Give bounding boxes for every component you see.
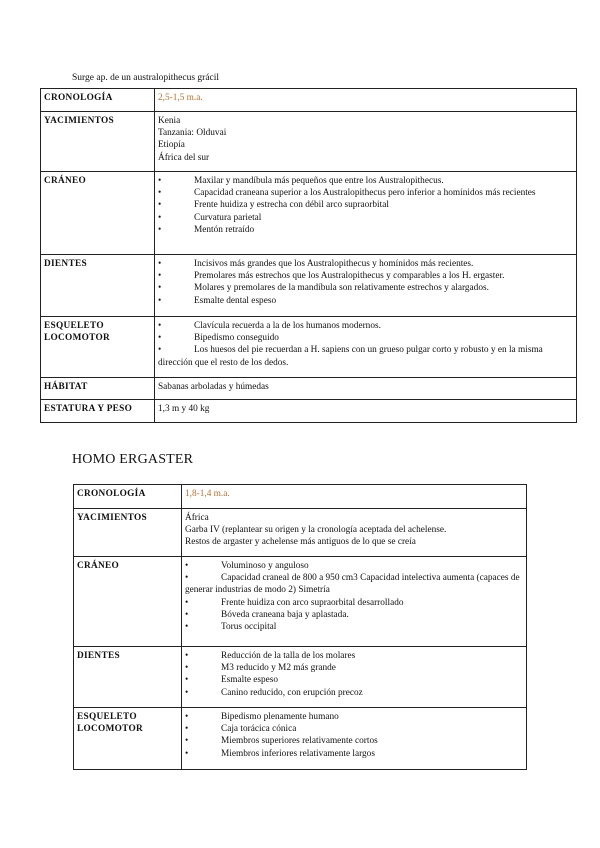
bullet-item xyxy=(158,295,573,307)
table-row-dientes xyxy=(74,647,527,708)
bullet-text: Frente huidiza y estrecha con débil arco supraorbital xyxy=(194,200,389,211)
row-label: HÁBITAT xyxy=(41,378,155,400)
row-label: ESTATURA Y PESO xyxy=(41,400,155,423)
row-value xyxy=(155,378,577,400)
table-row-cronologia xyxy=(74,485,527,509)
bullet-item xyxy=(185,711,523,723)
bullet-text: Mentón retraído xyxy=(194,224,255,235)
intro-text: Surge ap. de un australopithecus grácil xyxy=(72,73,220,83)
row-value xyxy=(155,89,577,112)
bullet-dot-icon: • xyxy=(185,663,189,674)
bullet-dot-icon: • xyxy=(158,283,162,294)
bullet-item xyxy=(185,650,523,662)
table-homo-ergaster xyxy=(73,484,527,770)
row-value xyxy=(182,647,527,708)
bullet-dot-icon: • xyxy=(185,622,189,633)
bullet-dot-icon: • xyxy=(185,687,189,698)
bullet-dot-icon: • xyxy=(158,224,162,235)
bullet-dot-icon: • xyxy=(185,736,189,747)
bullet-dot-icon: • xyxy=(158,333,162,344)
bullet-item xyxy=(158,332,573,344)
bullet-text: Incisivos más grandes que los Australopithecus y homínidos más recientes. xyxy=(194,259,474,269)
bullet-dot-icon: • xyxy=(185,651,189,661)
value-line: Restos de argaster y achelense más antiguos de lo que se creía xyxy=(185,537,416,548)
bullet-text: Reducción de la talla de los molares xyxy=(221,651,356,661)
row-value xyxy=(155,255,577,317)
bullet-dot-icon: • xyxy=(185,675,189,686)
bullet-dot-icon: • xyxy=(185,724,189,735)
row-value xyxy=(182,557,527,647)
bullet-dot-icon: • xyxy=(158,188,162,199)
bullet-text: Bipedismo plenamente humano xyxy=(221,712,339,722)
row-label: ESQUELETO LOCOMOTOR xyxy=(41,317,155,378)
row-value xyxy=(155,112,577,172)
bullet-item xyxy=(185,687,523,699)
bullet-text: Capacidad craneal de 800 a 950 cm3 Capacidad intelectiva aumenta (capaces de generar industrias de modo 2) Simetría xyxy=(185,573,520,596)
table-row-cronologia xyxy=(41,89,577,112)
bullet-text: Clavícula recuerda a la de los humanos modernos. xyxy=(194,321,381,331)
value-line: África xyxy=(185,513,209,523)
row-label: DIENTES xyxy=(41,255,155,317)
row-value xyxy=(182,509,527,557)
bullet-text: Los huesos del pie recuerdan a H. sapiens con un grueso pulgar corto y robusto y en la misma dirección que el resto de los dedos. xyxy=(158,345,543,368)
row-value xyxy=(182,708,527,770)
bullet-item xyxy=(185,723,523,735)
table-row-esqueleto-locomotor xyxy=(74,708,527,770)
bullet-text: Bóveda craneana baja y aplastada. xyxy=(221,609,349,620)
bullet-item xyxy=(185,662,523,674)
value-line: Sabanas arboladas y húmedas xyxy=(158,382,269,392)
bullet-item xyxy=(158,224,573,236)
row-label: CRONOLOGÍA xyxy=(74,485,182,509)
table-homo-rudolfensis xyxy=(40,88,577,423)
row-label: ESQUELETO LOCOMOTOR xyxy=(74,708,182,770)
bullet-dot-icon: • xyxy=(185,573,189,584)
table-row-craneo xyxy=(41,172,577,255)
bullet-dot-icon: • xyxy=(158,212,162,223)
value-line: Tanzania: Olduvai xyxy=(158,128,227,139)
bullet-item xyxy=(185,621,523,633)
bullet-text: Frente huidiza con arco supraorbital desarrollado xyxy=(221,597,404,608)
bullet-dot-icon: • xyxy=(158,200,162,211)
bullet-text: Torus occipital xyxy=(221,622,277,633)
row-label: CRONOLOGÍA xyxy=(41,89,155,112)
bullet-text: Esmalte espeso xyxy=(221,675,279,686)
table-row-craneo xyxy=(74,557,527,647)
value-line: Kenia xyxy=(158,116,181,126)
row-label: YACIMIENTOS xyxy=(74,509,182,557)
bullet-text: Premolares más estrechos que los Australopithecus y comparables a los H. ergaster. xyxy=(194,271,505,282)
bullet-dot-icon: • xyxy=(185,748,189,759)
row-label: YACIMIENTOS xyxy=(41,112,155,172)
value-line: 1,8-1,4 m.a. xyxy=(185,489,230,499)
row-value xyxy=(155,317,577,378)
row-value xyxy=(155,172,577,255)
bullet-text: Capacidad craneana superior a los Australopithecus pero inferior a homínidos más recientes xyxy=(194,188,536,199)
row-value xyxy=(182,485,527,509)
bullet-item xyxy=(185,609,523,621)
table-row-esqueleto-locomotor xyxy=(41,317,577,378)
bullet-item xyxy=(185,572,523,596)
bullet-item xyxy=(185,560,523,572)
bullet-item xyxy=(158,258,573,270)
bullet-dot-icon: • xyxy=(185,561,189,571)
bullet-dot-icon: • xyxy=(158,271,162,282)
bullet-text: Curvatura parietal xyxy=(194,212,262,223)
bullet-text: M3 reducido y M2 más grande xyxy=(221,663,336,674)
bullet-dot-icon: • xyxy=(158,345,162,356)
bullet-item xyxy=(158,187,573,199)
bullet-text: Miembros superiores relativamente cortos xyxy=(221,736,378,747)
value-line: 2,5-1,5 m.a. xyxy=(158,93,203,103)
bullet-dot-icon: • xyxy=(158,321,162,331)
bullet-item xyxy=(158,199,573,211)
section-title: HOMO ERGASTER xyxy=(72,452,194,467)
value-line: Etiopía xyxy=(158,140,185,151)
table-row-yacimientos xyxy=(41,112,577,172)
bullet-dot-icon: • xyxy=(158,259,162,269)
bullet-item xyxy=(158,282,573,294)
bullet-dot-icon: • xyxy=(158,295,162,306)
value-line: 1,3 m y 40 kg xyxy=(158,404,210,414)
bullet-text: Esmalte dental espeso xyxy=(194,295,277,306)
bullet-text: Molares y premolares de la mandíbula son relativamente estrechos y alargados. xyxy=(194,283,489,294)
bullet-item xyxy=(158,175,573,187)
table-row-habitat xyxy=(41,378,577,400)
value-line: África del sur xyxy=(158,152,210,163)
row-label: CRÁNEO xyxy=(41,172,155,255)
bullet-item xyxy=(185,597,523,609)
table-row-estatura-y-peso xyxy=(41,400,577,423)
bullet-dot-icon: • xyxy=(185,609,189,620)
bullet-item xyxy=(158,320,573,332)
row-label: DIENTES xyxy=(74,647,182,708)
bullet-dot-icon: • xyxy=(185,597,189,608)
bullet-text: Canino reducido, con erupción precoz xyxy=(221,687,363,698)
row-value xyxy=(155,400,577,423)
bullet-text: Maxilar y mandíbula más pequeños que entre los Australopithecus. xyxy=(194,176,444,186)
value-line: Garba IV (replantear su origen y la cronología aceptada del achelense. xyxy=(185,525,447,536)
table-row-dientes xyxy=(41,255,577,317)
bullet-dot-icon: • xyxy=(158,176,162,186)
bullet-item xyxy=(158,270,573,282)
bullet-text: Miembros inferiores relativamente largos xyxy=(221,748,375,759)
bullet-text: Voluminoso y anguloso xyxy=(221,561,309,571)
bullet-item xyxy=(185,735,523,747)
table-row-yacimientos xyxy=(74,509,527,557)
bullet-item xyxy=(158,212,573,224)
bullet-item xyxy=(158,344,573,368)
bullet-item xyxy=(185,748,523,760)
bullet-dot-icon: • xyxy=(185,712,189,722)
bullet-text: Caja torácica cónica xyxy=(221,724,297,735)
row-label: CRÁNEO xyxy=(74,557,182,647)
bullet-item xyxy=(185,674,523,686)
bullet-text: Bipedismo conseguido xyxy=(194,333,279,344)
